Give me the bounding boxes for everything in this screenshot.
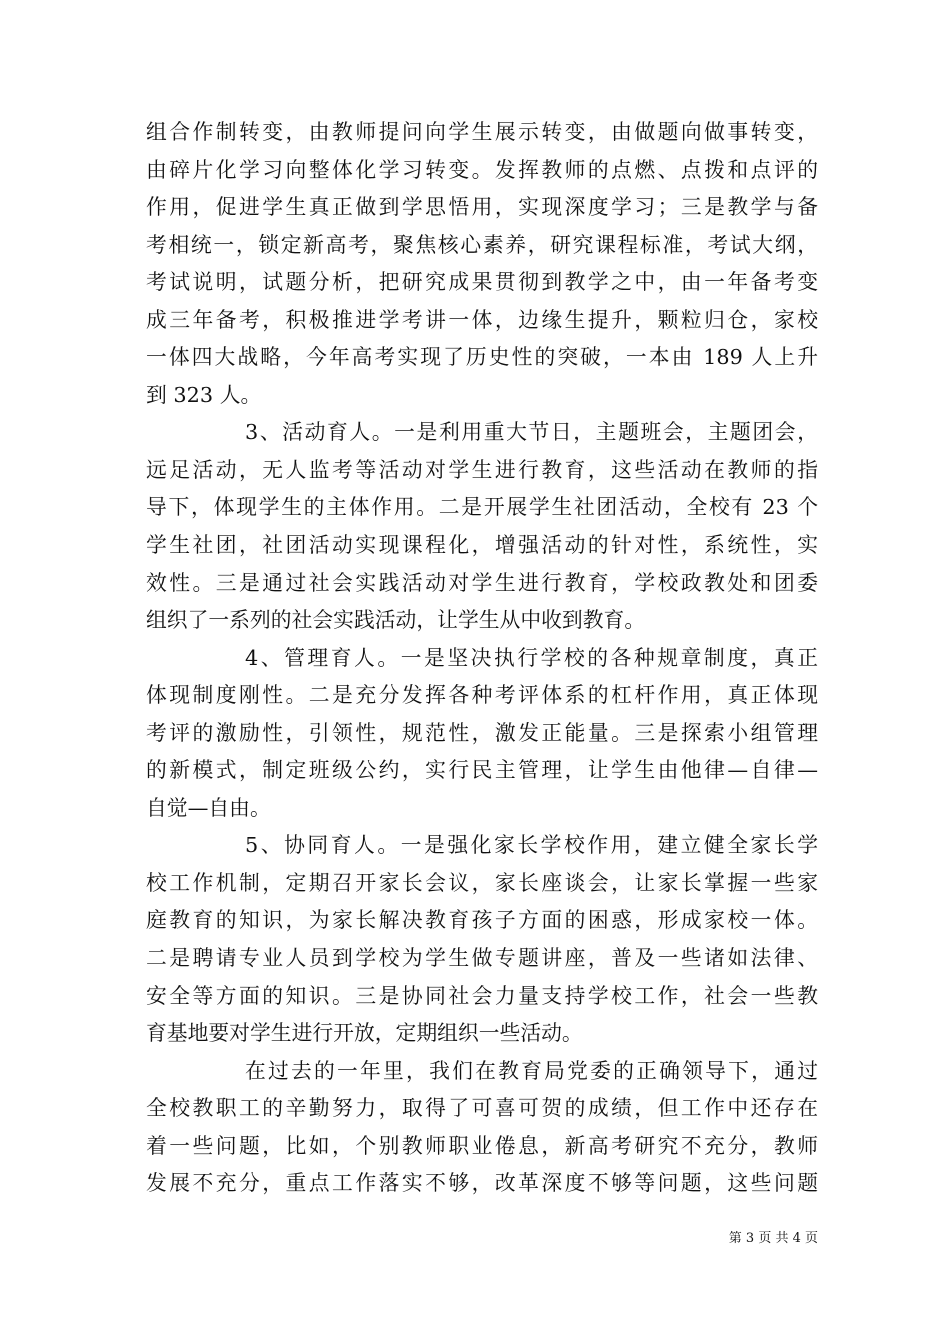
text-line: 的新模式，制定班级公约，实行民主管理，让学生由他律—自律—	[146, 758, 818, 783]
text-line: 作用，促进学生真正做到学思悟用，实现深度学习；三是教学与备	[146, 195, 818, 220]
text-line: 庭教育的知识，为家长解决教育孩子方面的困惑，形成家校一体。	[146, 908, 818, 933]
text-line: 自觉—自由。	[146, 795, 271, 820]
text-line: 考评的激励性，引领性，规范性，激发正能量。三是探索小组管理	[146, 720, 818, 745]
text-line: 在过去的一年里，我们在教育局党委的正确领导下，通过	[245, 1058, 818, 1083]
text-line: 学生社团，社团活动实现课程化，增强活动的针对性，系统性，实	[146, 533, 818, 558]
text-line: 安全等方面的知识。三是协同社会力量支持学校工作，社会一些教	[146, 983, 818, 1008]
text-line: 远足活动，无人监考等活动对学生进行教育，这些活动在教师的指	[146, 457, 818, 482]
text-line: 发展不充分，重点工作落实不够，改革深度不够等问题，这些问题	[146, 1171, 818, 1196]
page-number-footer: 第 3 页 共 4 页	[728, 1231, 818, 1246]
text-line: 一体四大战略，今年高考实现了历史性的突破，一本由 189 人上升	[146, 345, 818, 370]
text-line: 成三年备考，积极推进学考讲一体，边缘生提升，颗粒归仓，家校	[146, 307, 818, 332]
text-line: 由碎片化学习向整体化学习转变。发挥教师的点燃、点拨和点评的	[146, 157, 818, 182]
text-line: 二是聘请专业人员到学校为学生做专题讲座，普及一些诸如法律、	[146, 946, 818, 971]
text-line: 全校教职工的辛勤努力，取得了可喜可贺的成绩，但工作中还存在	[146, 1096, 818, 1121]
text-line: 导下，体现学生的主体作用。二是开展学生社团活动，全校有 23 个	[146, 495, 818, 520]
text-line: 到 323 人。	[146, 382, 262, 407]
text-line: 效性。三是通过社会实践活动对学生进行教育，学校政教处和团委	[146, 570, 818, 595]
text-line: 考相统一，锁定新高考，聚焦核心素养，研究课程标准，考试大纲，	[146, 232, 818, 257]
text-line: 4、管理育人。一是坚决执行学校的各种规章制度，真正	[245, 645, 818, 670]
text-line: 育基地要对学生进行开放，定期组织一些活动。	[146, 1021, 583, 1046]
text-line: 组织了一系列的社会实践活动，让学生从中收到教育。	[146, 608, 646, 633]
text-line: 校工作机制，定期召开家长会议，家长座谈会，让家长掌握一些家	[146, 870, 818, 895]
text-line: 着一些问题，比如，个别教师职业倦息，新高考研究不充分，教师	[146, 1133, 818, 1158]
text-line: 3、活动育人。一是利用重大节日，主题班会，主题团会，	[245, 420, 818, 445]
text-line: 考试说明，试题分析，把研究成果贯彻到教学之中，由一年备考变	[146, 270, 818, 295]
text-line: 5、协同育人。一是强化家长学校作用，建立健全家长学	[245, 833, 818, 858]
text-line: 体现制度刚性。二是充分发挥各种考评体系的杠杆作用，真正体现	[146, 683, 818, 708]
text-line: 组合作制转变，由教师提问向学生展示转变，由做题向做事转变，	[146, 120, 818, 144]
body-text	[146, 114, 818, 1203]
